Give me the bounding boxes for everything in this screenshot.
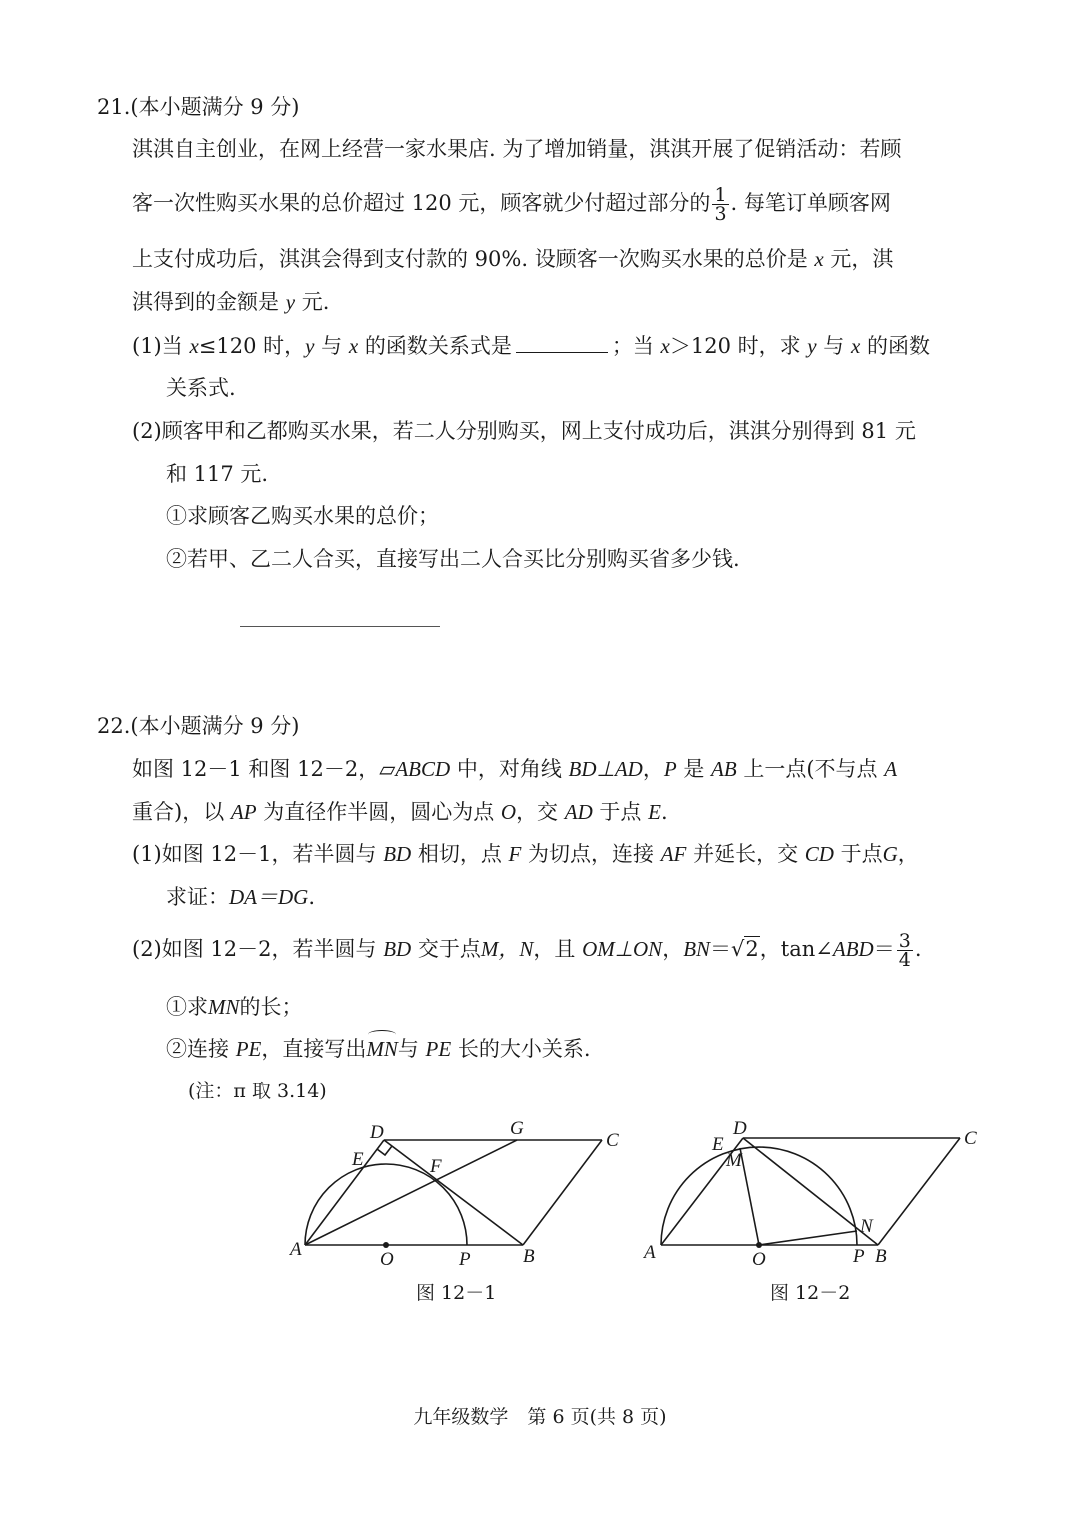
fig2-label-M: M [726,1150,742,1171]
page-footer: 九年级数学 第 6 页(共 8 页) [413,1406,667,1428]
fig1-side-bc [523,1140,602,1245]
fraction-one-third: $\frac{1}{3}$ [714,184,727,225]
fig2-label-C: C [964,1128,977,1149]
fig1-label-F: F [430,1156,442,1177]
fig2-label-B: B [875,1246,887,1267]
q22-header: 22.(本小题满分 9 分) [97,714,300,738]
q22-text-line1: 如图 12－1 和图 12－2，▱ABCD 中，对角线 BD⊥AD，P 是 AB 上一点(不与点 A [132,757,898,781]
fig1-label-B: B [523,1246,535,1267]
q21-text-line3: 上支付成功后，淇淇会得到支付款的 90%. 设顾客一次购买水果的总价是 x 元，淇 [132,247,894,271]
fraction-three-quarters: $\frac{3}{4}$ [898,930,911,971]
fig1-center-dot [383,1242,389,1248]
q21-sub2: (2)顾客甲和乙都购买水果，若二人分别购买，网上支付成功后，淇淇分别得到 81 元 [132,419,916,443]
q22-sub2-part1: ①求MN的长； [166,995,303,1019]
fig1-label-A: A [290,1239,302,1260]
q21-sub1: (1)当 x≤120 时，y 与 x 的函数关系式是 ；当 x＞120 时，求 y 与 x 的函数 [132,330,930,361]
q22-text-line2: 重合)，以 AP 为直径作半圆，圆心为点 O，交 AD 于点 E. [132,800,668,824]
fig2-label-N: N [860,1216,873,1237]
fig2-caption: 图 12－2 [770,1282,851,1304]
section-divider [240,626,440,627]
fig2-line-on [759,1231,857,1245]
fig1-label-P: P [459,1249,471,1270]
fig2-label-A: A [644,1242,656,1263]
q21-text-line2: 客一次性购买水果的总价超过 120 元，顾客就少付超过部分的 $\frac{1}{3}$ . 每笔订单顾客网 [132,184,891,225]
fig2-label-D: D [733,1118,747,1139]
fig2-diagonal-bd [743,1138,878,1245]
q21-sub2-part1: ①求顾客乙购买水果的总价； [166,504,439,528]
q21-sub2-cont: 和 117 元. [166,462,269,486]
fig2-center-dot [756,1242,762,1248]
fig1-label-O: O [380,1249,394,1270]
fig1-side-ad [305,1140,384,1245]
arc-mn: MN [366,1034,398,1064]
fig1-line-ag [305,1140,517,1245]
q22-sub2-part2: ②连接 PE，直接写出MN与 PE 长的大小关系. [166,1034,591,1064]
fig2-semicircle [661,1147,857,1245]
fig1-label-G: G [510,1118,524,1139]
fig2-side-bc [878,1138,960,1245]
q21-text-line4: 淇得到的金额是 y 元. [132,290,330,314]
answer-blank [516,330,608,353]
q22-sub1-cont: 求证：DA＝DG. [166,885,316,909]
fig2-label-E: E [712,1134,724,1155]
sqrt-radicand: 2 [745,937,759,961]
fig2-label-O: O [752,1249,766,1270]
q22-sub2: (2)如图 12－2，若半圆与 BD 交于点M，N，且 OM⊥ON，BN＝√2，tan∠ABD＝ $\frac{3}{4}$ . [132,930,922,971]
fig2-label-P: P [853,1246,865,1267]
q21-text-line1: 淇淇自主创业，在网上经营一家水果店. 为了增加销量，淇淇开展了促销活动：若顾 [132,137,902,161]
figure-12-2 [640,1110,1000,1280]
fig2-line-om [740,1148,759,1245]
q22-note: (注：π 取 3.14) [188,1080,327,1102]
q21-sub2-part2: ②若甲、乙二人合买，直接写出二人合买比分别购买省多少钱. [166,547,740,571]
q21-sub1-cont: 关系式. [166,376,236,400]
fig1-label-C: C [606,1130,619,1151]
figure-12-1 [280,1110,640,1280]
fig1-label-D: D [370,1122,384,1143]
q22-sub1: (1)如图 12－1，若半圆与 BD 相切，点 F 为切点，连接 AF 并延长，交 CD 于点G， [132,842,919,866]
fig1-diagonal-bd [384,1140,523,1245]
fig1-label-E: E [352,1149,364,1170]
q21-header: 21.(本小题满分 9 分) [97,95,300,119]
fig1-caption: 图 12－1 [416,1282,497,1304]
